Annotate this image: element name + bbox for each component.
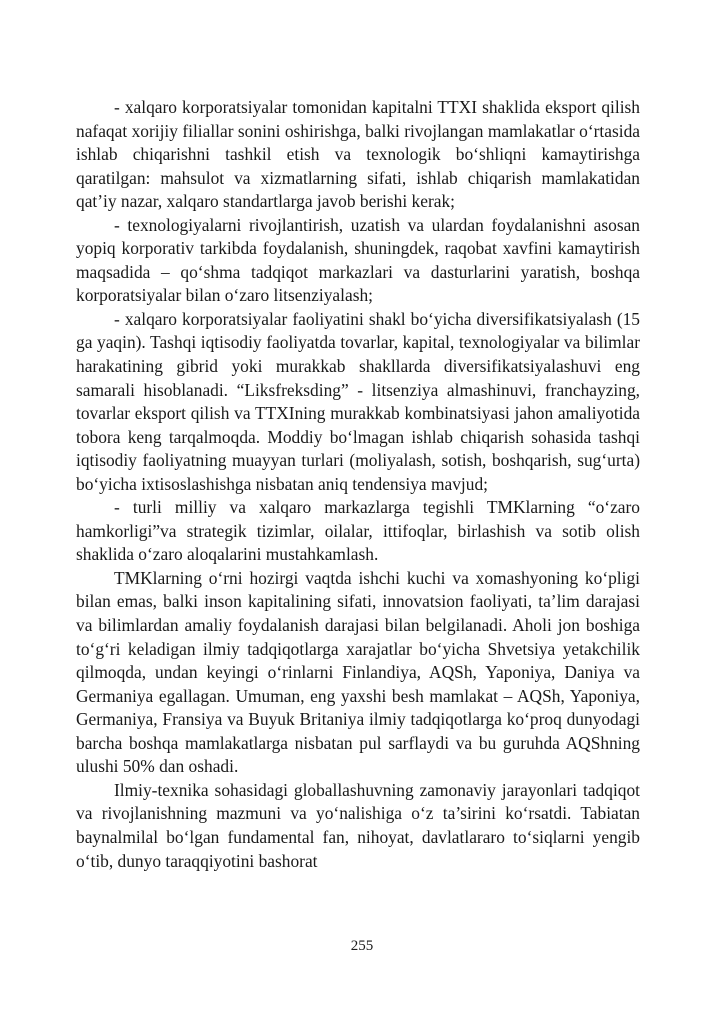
paragraph-mutual-cooperation: - turli milliy va xalqaro markazlarga tegishli TMKlarning “o‘zaro hamkorligi”va strategik tizimlar, oilalar, ittifoqlar, birlashish va sotib olish shaklida o‘zaro aloqalarini mustahkamlash. — [76, 497, 640, 565]
page-number: 255 — [350, 938, 374, 954]
page-body — [76, 96, 640, 873]
paragraph-globalization: Ilmiy-texnika sohasidagi globallashuvning zamonaviy jarayonlari tadqiqot va rivojlanishning mazmuni va yo‘nalishiga o‘z ta’sirini ko‘rsatdi. Tabiatan baynalmilal bo‘lgan fundamental fan, nihoyat, davlatlararo to‘siqlarni yengib o‘tib, dunyo taraqqiyotini bashorat — [76, 779, 640, 871]
paragraph-diversification: - xalqaro korporatsiyalar faoliyatini shakl bo‘yicha diversifikatsiyalash (15 ga yaqin). Tashqi iqtisodiy faoliyatda tovarlar, kapital, texnologiyalar va bilimlar harakatining gibrid yoki murakkab shakllarda diversifikatsiyalashuvi eng samarali hisoblanadi. “Liksfreksding” - litsenziya almashinuvi, franchayzing, tovarlar eksport qilish va TTXIning murakkab kombinatsiyasi jahon amaliyotida tobora keng tarqalmoqda. Moddiy bo‘lmagan ishlab chiqarish sohasida tashqi iqtisodiy faoliyatning muayyan turlari (moliyalash, sotish, boshqarish, sug‘urta) bo‘yicha ixtisoslashishga nisbatan aniq tendensiya mavjud; — [76, 308, 640, 494]
paragraph-technology-development: - texnologiyalarni rivojlantirish, uzatish va ulardan foydalanishni asosan yopiq korporativ tarkibda foydalanish, shuningdek, raqobat xavfini kamaytirish maqsadida – qo‘shma tadqiqot markazlari va dasturlarini yaratish, boshqa korporatsiyalar bilan o‘zaro litsenziyalash; — [76, 214, 640, 306]
paragraph-capital-export: - xalqaro korporatsiyalar tomonidan kapitalni TTXI shaklida eksport qilish nafaqat xorijiy filiallar sonini oshirishga, balki rivojlangan mamlakatlar o‘rtasida ishlab chiqarishni tashkil etish va texnologik bo‘shliqni kamaytirishga qaratilgan: mahsulot va xizmatlarning sifati, ishlab chiqarish mamlakatidan qat’iy nazar, xalqaro standartlarga javob berishi kerak; — [76, 97, 640, 212]
paragraph-tmk-role: TMKlarning o‘rni hozirgi vaqtda ishchi kuchi va xomashyoning ko‘pligi bilan emas, balki inson kapitalining sifati, innovatsion faoliyati, ta’lim darajasi va bilimlardan amaliy foydalanish darajasi bilan belgilanadi. Aholi jon boshiga to‘g‘ri keladigan ilmiy tadqiqotlarga xarajatlar bo‘yicha Shvetsiya yetakchilik qilmoqda, undan keyingi o‘rinlarni Finlandiya, AQSh, Yaponiya, Daniya va Germaniya egallagan. Umuman, eng yaxshi besh mamlakat – AQSh, Yaponiya, Germaniya, Fransiya va Buyuk Britaniya ilmiy tadqiqotlarga ko‘proq dunyodagi barcha boshqa mamlakatlarga nisbatan pul sarflaydi va bu guruhda AQShning ulushi 50% dan oshadi. — [76, 567, 640, 777]
